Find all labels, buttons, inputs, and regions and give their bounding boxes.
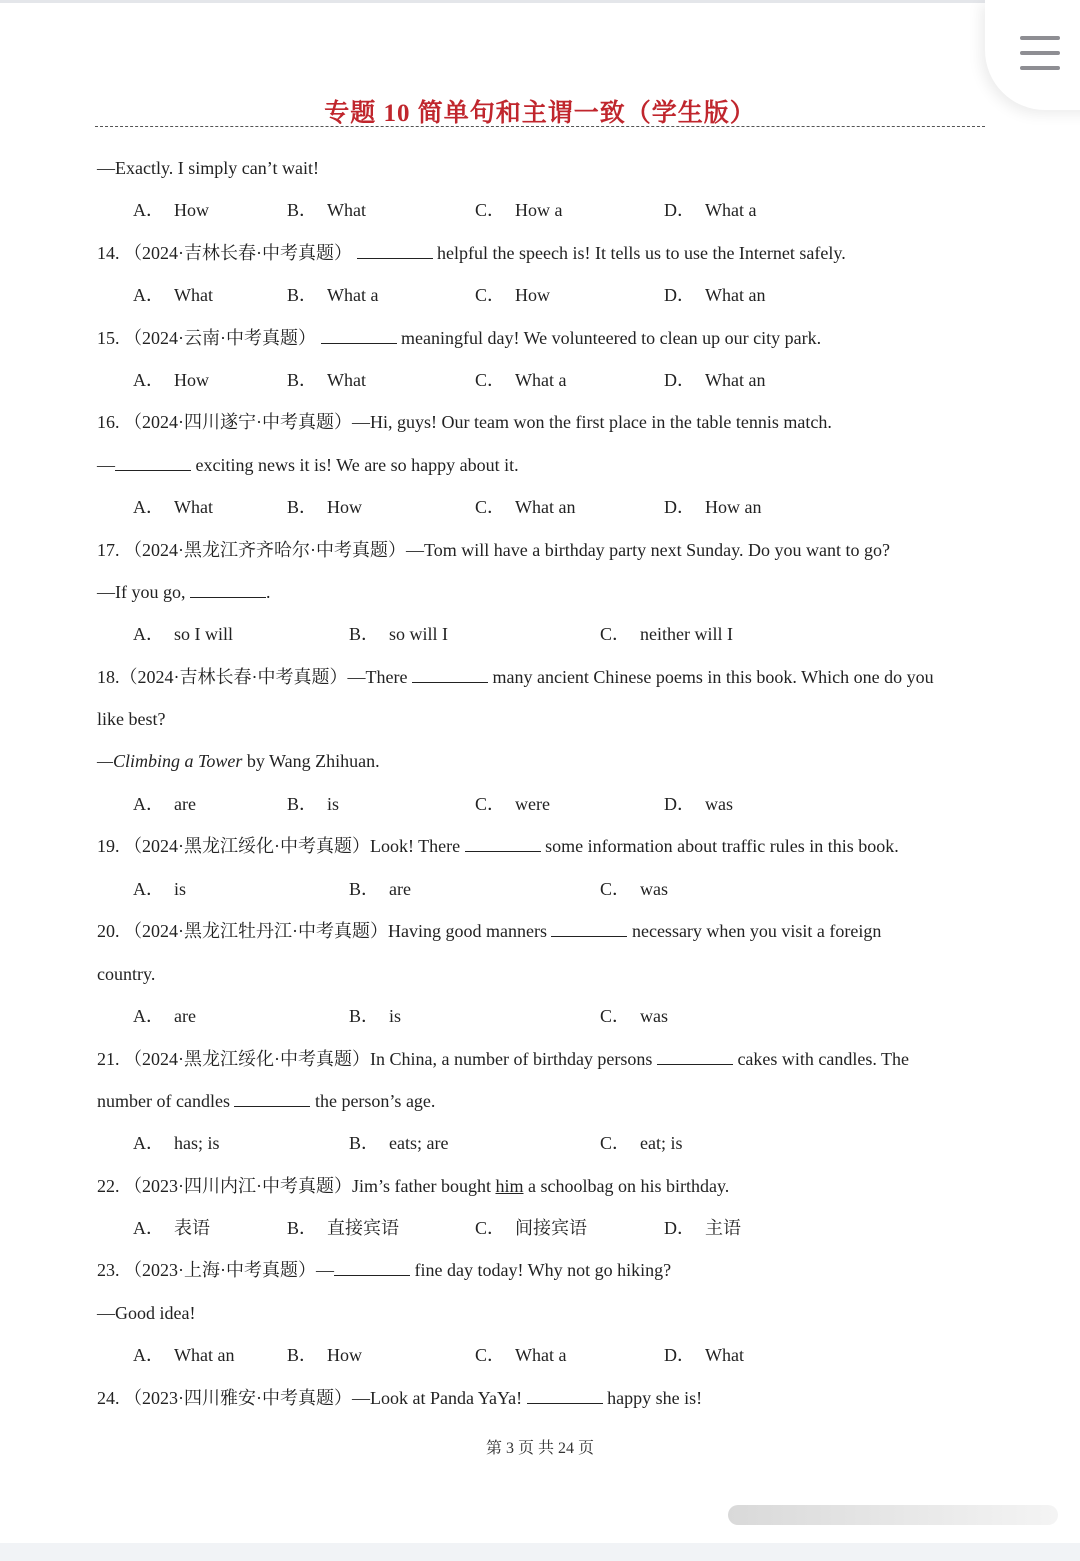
option-a: A． so I will bbox=[133, 624, 234, 644]
option-b: B． eats; are bbox=[349, 1133, 449, 1153]
option-b: B． is bbox=[349, 1006, 402, 1026]
question-23-reply: —Good idea! bbox=[97, 1303, 196, 1323]
option-b: B． How bbox=[287, 497, 363, 517]
question-20: 20. （2024·黑龙江牡丹江·中考真题）Having good manners necessary when you visit a foreign bbox=[97, 921, 882, 941]
question-16: 16. （2024·四川遂宁·中考真题）—Hi, guys! Our team won the first place in the table tennis match. bbox=[97, 412, 832, 432]
question-19: 19. （2024·黑龙江绥化·中考真题）Look! There some information about traffic rules in this book. bbox=[97, 836, 899, 856]
option-c: C． What an bbox=[475, 497, 576, 517]
question-22: 22. （2023·四川内江·中考真题）Jim’s father bought him a schoolbag on his birthday. bbox=[97, 1176, 730, 1196]
answer-blank bbox=[412, 666, 488, 683]
option-d: D． 主语 bbox=[664, 1218, 741, 1238]
option-d: D． was bbox=[664, 794, 733, 814]
option-d: D． What a bbox=[664, 200, 757, 220]
answer-blank bbox=[527, 1387, 603, 1404]
answer-blank bbox=[657, 1048, 733, 1065]
scroll-indicator[interactable] bbox=[728, 1505, 1058, 1525]
option-c: C． were bbox=[475, 794, 550, 814]
option-c: C． How a bbox=[475, 200, 563, 220]
option-d: D． What an bbox=[664, 370, 766, 390]
option-c: C． What a bbox=[475, 1345, 567, 1365]
question-line: —Exactly. I simply can’t wait! bbox=[97, 158, 319, 178]
question-17: 17. （2024·黑龙江齐齐哈尔·中考真题）—Tom will have a birthday party next Sunday. Do you want to go? bbox=[97, 540, 890, 560]
option-c: C． was bbox=[600, 1006, 669, 1026]
question-20-cont: country. bbox=[97, 964, 156, 984]
option-a: A． What bbox=[133, 285, 213, 305]
option-b: B． How bbox=[287, 1345, 363, 1365]
option-d: D． What an bbox=[664, 285, 766, 305]
page-title: 专题 10 简单句和主谓一致（学生版） bbox=[324, 100, 756, 127]
answer-blank bbox=[321, 327, 397, 344]
option-a: A． are bbox=[133, 1006, 196, 1026]
option-a: A． How bbox=[133, 200, 209, 220]
option-a: A． has; is bbox=[133, 1133, 220, 1153]
question-24: 24. （2023·四川雅安·中考真题）—Look at Panda YaYa! happy she is! bbox=[97, 1388, 703, 1408]
option-b: B． is bbox=[287, 794, 340, 814]
option-a: A． is bbox=[133, 879, 187, 899]
answer-blank bbox=[465, 835, 541, 852]
option-c: C． neither will I bbox=[600, 624, 733, 644]
answer-blank bbox=[551, 920, 627, 937]
option-a: A． How bbox=[133, 370, 209, 390]
option-c: C． 间接宾语 bbox=[475, 1218, 588, 1238]
question-21-cont: number of candles the person’s age. bbox=[97, 1091, 436, 1111]
question-23: 23. （2023·上海·中考真题）— fine day today! Why not go hiking? bbox=[97, 1260, 672, 1280]
answer-blank bbox=[190, 581, 266, 598]
option-b: B． What bbox=[287, 200, 366, 220]
question-14: 14. （2024·吉林长春·中考真题） helpful the speech is! It tells us to use the Internet safely. bbox=[97, 243, 846, 263]
bottom-bar bbox=[0, 1543, 1080, 1561]
question-16-reply: — exciting news it is! We are so happy about it. bbox=[97, 455, 519, 475]
question-21: 21. （2024·黑龙江绥化·中考真题）In China, a number of birthday persons cakes with candles. The bbox=[97, 1049, 910, 1069]
option-b: B． What a bbox=[287, 285, 379, 305]
option-b: B． 直接宾语 bbox=[287, 1218, 400, 1238]
option-d: D． What bbox=[664, 1345, 744, 1365]
question-18-reply: —Climbing a Tower by Wang Zhihuan. bbox=[97, 751, 380, 771]
question-18: 18.（2024·吉林长春·中考真题）—There many ancient Chinese poems in this book. Which one do you bbox=[97, 667, 934, 687]
option-c: C． How bbox=[475, 285, 551, 305]
option-c: C． was bbox=[600, 879, 669, 899]
option-c: C． eat; is bbox=[600, 1133, 683, 1153]
option-a: A． are bbox=[133, 794, 196, 814]
question-15: 15. （2024·云南·中考真题） meaningful day! We volunteered to clean up our city park. bbox=[97, 328, 822, 348]
option-a: A． What bbox=[133, 497, 213, 517]
option-d: D． How an bbox=[664, 497, 762, 517]
answer-blank bbox=[234, 1090, 310, 1107]
option-a: A． 表语 bbox=[133, 1218, 210, 1238]
answer-blank bbox=[357, 242, 433, 259]
option-b: B． so will I bbox=[349, 624, 449, 644]
top-edge bbox=[0, 0, 1080, 3]
option-a: A． What an bbox=[133, 1345, 235, 1365]
question-18-cont: like best? bbox=[97, 709, 166, 729]
question-17-reply: —If you go, . bbox=[97, 582, 271, 602]
option-b: B． What bbox=[287, 370, 366, 390]
title-divider bbox=[95, 126, 985, 127]
answer-blank bbox=[334, 1259, 410, 1276]
option-b: B． are bbox=[349, 879, 411, 899]
option-c: C． What a bbox=[475, 370, 567, 390]
answer-blank bbox=[115, 454, 191, 471]
page-number: 第 3 页 共 24 页 bbox=[485, 1440, 594, 1457]
